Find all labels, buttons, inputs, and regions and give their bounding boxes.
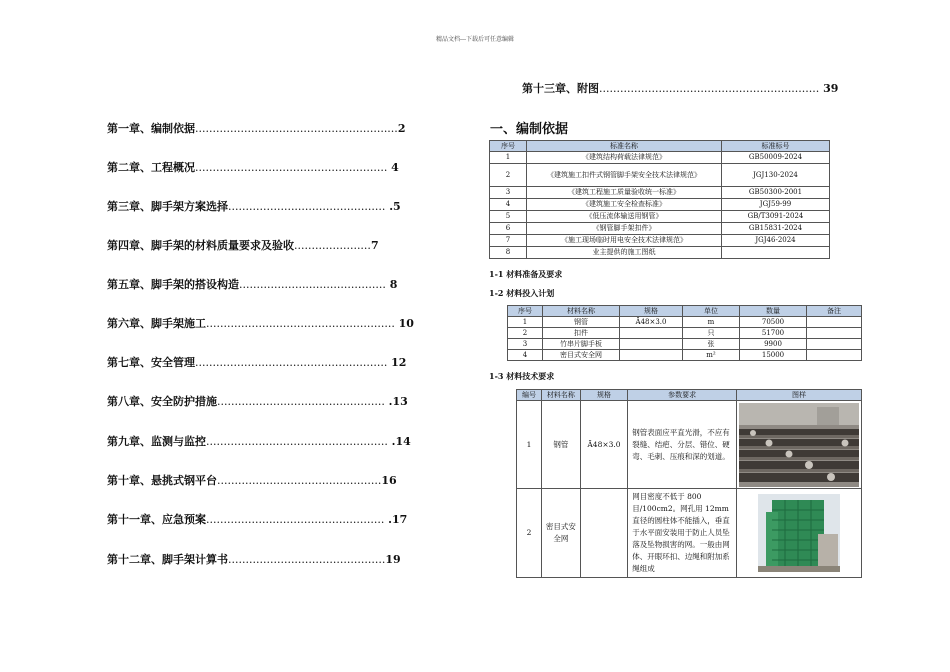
toc-title: 第一章、编制依据 [107, 122, 195, 135]
toc-page: 7 [370, 239, 379, 252]
table-row: 7 《施工现场临时用电安全技术法律规范》 JGJ46-2024 [490, 235, 830, 247]
table-row: 3 《建筑工程施工质量验收统一标准》 GB50300-2001 [490, 187, 830, 199]
toc-title: 第七章、安全管理 [107, 356, 195, 369]
toc-page: 16 [381, 474, 397, 487]
toc-title: 第十章、悬挑式钢平台 [107, 474, 217, 487]
toc-page: .13 [384, 395, 408, 408]
subsection-title: 1-1 材料准备及要求 [489, 269, 563, 279]
toc-page: 2 [397, 122, 406, 135]
page-header-note: 精品文档---下载后可任意编辑 [435, 36, 515, 43]
toc-title: 第四章、脚手架的材料质量要求及验收 [107, 239, 294, 252]
toc-title: 第十三章、附图 [522, 82, 599, 95]
table-row: 1 钢管 Ā48×3.0 m 70500 [508, 317, 862, 328]
toc-title: 第六章、脚手架施工 [107, 317, 206, 330]
steel-pipe-image [739, 403, 859, 487]
toc-title: 第十二章、脚手架计算书 [107, 553, 228, 566]
toc-entry-12[interactable]: 第十二章、脚手架计算书.............................................19 [107, 553, 401, 566]
toc-page: 39 [819, 82, 839, 95]
toc-entry-5[interactable]: 第五章、脚手架的搭设构造.......................................... 8 [107, 278, 398, 291]
table-row: 1 《建筑结构荷载法律规范》 GB50009-2024 [490, 152, 830, 164]
toc-entry-7[interactable]: 第七章、安全管理....................................................... 12 [107, 356, 407, 369]
table-row: 2 《建筑施工扣件式钢管脚手架安全技术法律规范》 JGJ130-2024 [490, 164, 830, 187]
toc-entry-4[interactable]: 第四章、脚手架的材料质量要求及验收......................7 [107, 239, 379, 252]
table-header-row: 序号 标准名称 标准标号 [490, 141, 830, 152]
toc-page: 19 [385, 553, 401, 566]
toc-title: 第二章、工程概况 [107, 161, 195, 174]
toc-page: 12 [387, 356, 407, 369]
section-title: 一、编制依据 [490, 122, 569, 137]
toc-page: 4 [387, 161, 399, 174]
table-header-row: 编号 材料名称 规格 参数要求 图样 [517, 390, 862, 401]
toc-entry-10[interactable]: 第十章、悬挑式钢平台...............................................16 [107, 474, 397, 487]
toc-page: .14 [387, 435, 411, 448]
safety-net-photo [737, 489, 862, 578]
table-row: 4 《建筑施工安全检查标准》 JGJ59-99 [490, 199, 830, 211]
safety-net-building-image [758, 494, 840, 572]
toc-entry-13[interactable]: 第十三章、附图............................................................... 39 [522, 82, 839, 95]
subsection-title: 1-3 材料技术要求 [489, 371, 555, 381]
table-row: 3 竹串片脚手板 张 9900 [508, 339, 862, 350]
toc-page: 8 [385, 278, 398, 291]
toc-title: 第九章、监测与监控 [107, 435, 206, 448]
steel-pipe-photo [737, 401, 862, 489]
table-header-row: 序号 材料名称 规格 单位 数量 备注 [508, 306, 862, 317]
table-row: 4 密目式安全网 m² 15000 [508, 350, 862, 361]
table-row: 1 钢管 Ā48×3.0 钢管表面应平直光滑，不应有裂缝、结疤、分层、错位、硬弯、毛刺、压痕和深的划道。 [517, 401, 862, 489]
toc-entry-6[interactable]: 第六章、脚手架施工...................................................... 10 [107, 317, 414, 330]
toc-page: 10 [394, 317, 414, 330]
toc-title: 第八章、安全防护措施 [107, 395, 217, 408]
toc-title: 第三章、脚手架方案选择 [107, 200, 228, 213]
toc-entry-8[interactable]: 第八章、安全防护措施................................................ .13 [107, 395, 408, 408]
toc-entry-9[interactable]: 第九章、监测与监控.................................................... .14 [107, 435, 411, 448]
table-row: 8 业主提供的施工图纸 [490, 247, 830, 259]
tech-requirements-table [516, 389, 862, 578]
toc-entry-1[interactable]: 第一章、编制依据..........................................................2 [107, 122, 406, 135]
table-row: 5 《低压流体输送用钢管》 GB/T3091-2024 [490, 211, 830, 223]
toc-title: 第十一章、应急预案 [107, 513, 206, 526]
toc-page: .5 [385, 200, 401, 213]
toc-page: .17 [384, 513, 408, 526]
toc-title: 第五章、脚手架的搭设构造 [107, 278, 239, 291]
toc-entry-2[interactable]: 第二章、工程概况....................................................... 4 [107, 161, 399, 174]
toc-entry-3[interactable]: 第三章、脚手架方案选择............................................. .5 [107, 200, 401, 213]
toc-entry-11[interactable]: 第十一章、应急预案................................................... .17 [107, 513, 408, 526]
table-row: 2 扣件 只 51700 [508, 328, 862, 339]
materials-table [507, 305, 862, 361]
table-row: 2 密目式安全网 网目密度不低于 800 目/100cm2。网孔用 12mm 直径的圆柱体不能插入，垂直于水平面安装用于防止人员坠落及坠物损害的网。一般由网体、开眼环扣、边绳和附加系绳组成 [517, 489, 862, 578]
subsection-title: 1-2 材料投入计划 [489, 288, 555, 298]
table-row: 6 《钢管脚手架扣件》 GB15831-2024 [490, 223, 830, 235]
standards-table [489, 140, 830, 259]
